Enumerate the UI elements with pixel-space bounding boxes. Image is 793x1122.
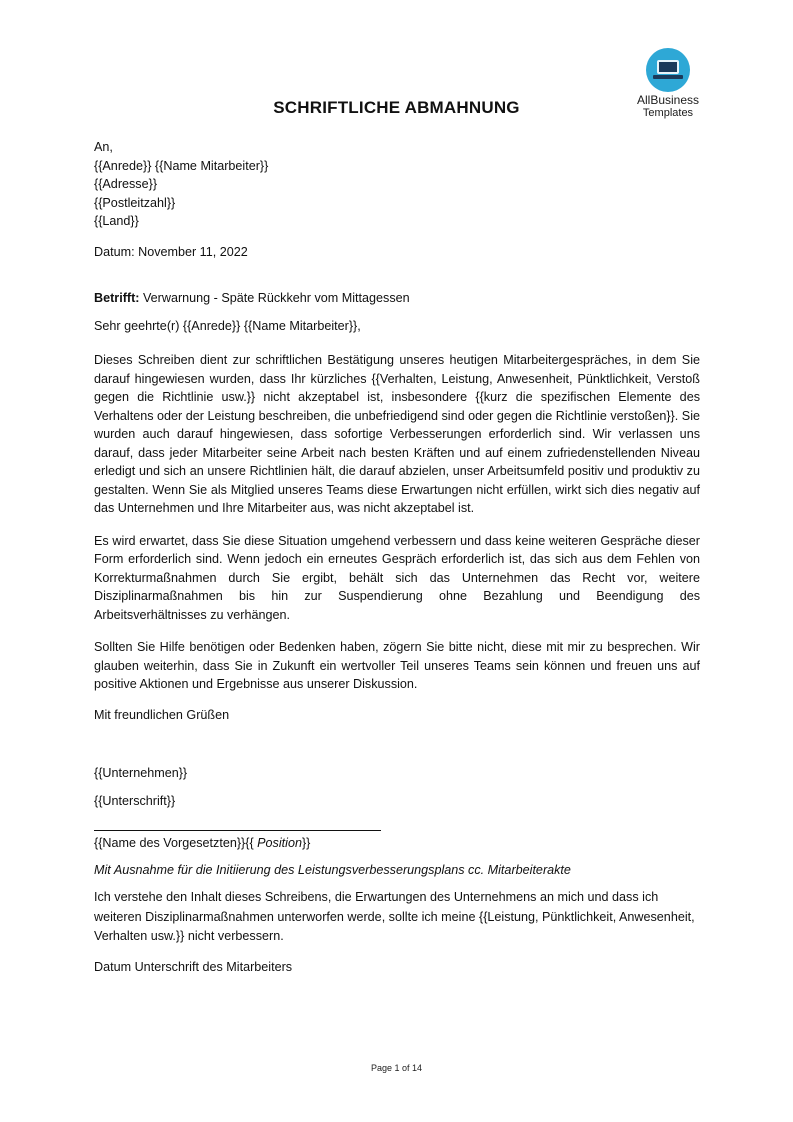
signature-placeholder: {{Unterschrift}} <box>94 793 176 808</box>
supervisor-name: {{Name des Vorgesetzten}}{{ <box>94 836 254 850</box>
address-street: {{Adresse}} <box>94 177 158 191</box>
logo-text-line1: AllBusiness <box>636 93 700 107</box>
subject-value: Verwarnung - Späte Rückkehr vom Mittagessen <box>142 291 410 305</box>
cc-note: Mit Ausnahme für die Initiierung des Leistungsverbesserungsplans cc. Mitarbeiterakte <box>94 862 571 877</box>
supervisor-line <box>94 834 700 853</box>
document-title: SCHRIFTLICHE ABMAHNUNG <box>273 98 520 117</box>
supervisor-end: }} <box>301 836 311 850</box>
date-label: Datum: <box>94 244 135 259</box>
signature-line <box>94 830 381 831</box>
laptop-icon <box>646 48 690 92</box>
subject-label: Betrifft: <box>94 291 140 305</box>
address-country: {{Land}} <box>94 214 139 228</box>
paragraph: Sollten Sie Hilfe benötigen oder Bedenken haben, zögern Sie bitte nicht, diese mit mir zu besprechen. Wir glauben weiterhin, dass Sie in Zukunft ein wertvoller Teil unseres Teams sein können und freuen uns auf positive Aktionen und Ergebnisse aus unserer Diskussion. <box>94 640 700 691</box>
paragraph: Dieses Schreiben dient zur schriftlichen Bestätigung unseres heutigen Mitarbeitergespräches, in dem Sie darauf hingewiesen wurden, dass Ihr kürzliches {{Verhalten, Leistung, Anwesenheit, Pünktlichkeit, Verstoß gegen die Richtlinie usw.}} nicht akzeptabel ist, insbesondere {{kurz die spezifischen Elemente des Verhaltens oder der Leistung beschreiben, die unbefriedigend sind oder gegen die Richtlinie verstoßen}}. Sie wurden auch darauf hingewiesen, dass sofortige Verbesserungen erforderlich sind. Wir verlassen uns darauf, dass jeder Mitarbeiter seine Arbeit nach besten Kräften und auf einem zufriedenstellenden Niveau erledigt und sich an unsere Richtlinien hält, die darauf abzielen, unser Arbeitsumfeld positiv und produktiv zu gestalten. Wenn Sie als Mitglied unseres Teams diese Erwartungen nicht erfüllen, wirkt sich dies negativ auf das Unternehmen und Ihre Mitarbeiter aus, was nicht akzeptabel ist. <box>94 353 700 515</box>
page-number: Page 1 of 14 <box>370 1063 423 1073</box>
salutation: Sehr geehrte(r) {{Anrede}} {{Name Mitarbeiter}}, <box>94 318 361 333</box>
recipient-address <box>94 138 700 231</box>
acknowledgement-paragraph: Ich verstehe den Inhalt dieses Schreibens, die Erwartungen des Unternehmens an mich und dass ich weiteren Disziplinarmaßnahmen unterworfen werde, sollte ich meine {{Leistung, Pünktlichkeit, Anwesenheit, Verhalten usw.}} nicht verbessern. <box>94 890 695 943</box>
date-value: November 11, 2022 <box>138 244 248 259</box>
address-zip: {{Postleitzahl}} <box>94 195 176 210</box>
logo-text-line2: Templates <box>642 107 694 119</box>
date-line <box>94 243 700 262</box>
letter-body <box>94 138 700 976</box>
address-name: {{Anrede}} {{Name Mitarbeiter}} <box>94 158 269 173</box>
supervisor-position: Position <box>253 836 302 850</box>
company-placeholder: {{Unternehmen}} <box>94 766 188 780</box>
paragraph: Es wird erwartet, dass Sie diese Situation umgehend verbessern und dass keine weiteren Gespräche dieser Form erforderlich sind. Wenn jedoch ein erneutes Gespräch erforderlich ist, das sich aus dem Fehlen von Korrekturmaßnahmen durch Sie ergibt, behält sich das Unternehmen das Recht vor, weitere Disziplinarmaßnahmen bis hin zur Suspendierung ohne Bezahlung und Beendigung des Arbeitsverhältnisses zu verhängen. <box>94 533 700 622</box>
subject-line <box>94 289 700 308</box>
closing: Mit freundlichen Grüßen <box>94 707 230 722</box>
address-to: An, <box>94 140 113 154</box>
employee-signature-line: Datum Unterschrift des Mitarbeiters <box>94 959 293 974</box>
